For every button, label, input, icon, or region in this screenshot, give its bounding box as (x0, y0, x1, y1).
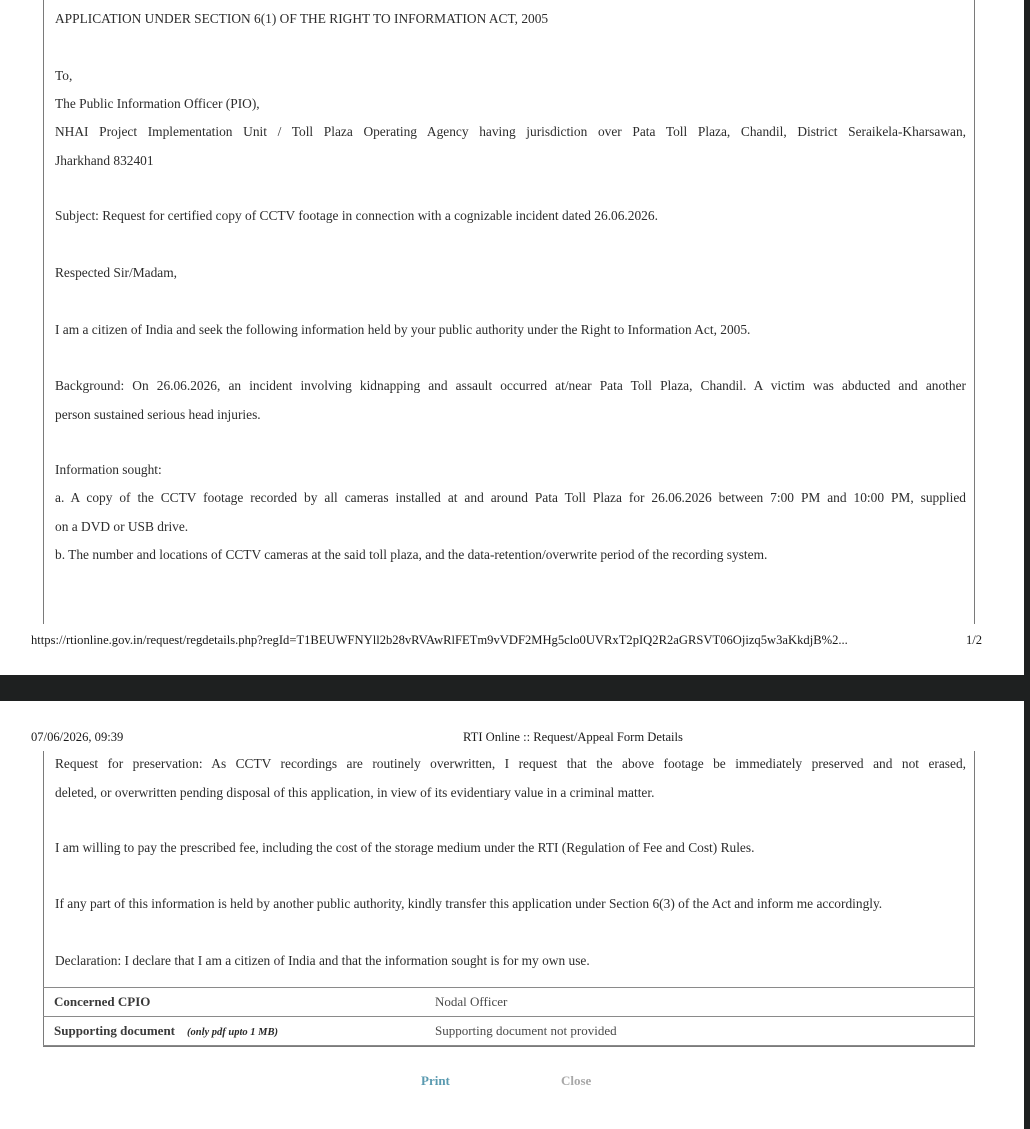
supporting-document-value: Supporting document not provided (435, 1017, 975, 1046)
addressee-agency (55, 118, 966, 175)
table-row (43, 988, 975, 1017)
information-item-b: b. The number and locations of CCTV cameras at the said toll plaza, and the data-retention/overwrite period of the recording system. (55, 547, 768, 562)
request-details-table (43, 987, 975, 1046)
table-row (43, 1017, 975, 1046)
addressee-agency-line-1: NHAI Project Implementation Unit / Toll Plaza Operating Agency having jurisdiction over Pata Toll Plaza, Chandil, District Seraikela-Kharsawan, (55, 124, 966, 139)
addressee-pio: The Public Information Officer (PIO), (55, 96, 260, 111)
concerned-cpio-value: Nodal Officer (435, 988, 975, 1017)
print-button[interactable]: Print (421, 1073, 450, 1088)
preservation-line-2: deleted, or overwritten pending disposal of this application, in view of its evidentiary value in a criminal matter. (55, 784, 655, 800)
background-line-2: person sustained serious head injuries. (55, 406, 261, 422)
subject-line: Subject: Request for certified copy of CCTV footage in connection with a cognizable incident dated 26.06.2026. (55, 208, 658, 223)
page-footer-url: https://rtionline.gov.in/request/regdetails.php?regId=T1BEUWFNYll2b28vRVAwRlFETm9vVDF2MHg5clo0UVRxT2pIQ2R2aGRSVT06Ojizq5w3aKkdjB%2... (31, 633, 848, 647)
preservation-paragraph (55, 750, 966, 807)
concerned-cpio-label: Concerned CPIO (43, 988, 435, 1017)
supporting-document-label-cell (43, 1017, 435, 1046)
background-paragraph (55, 372, 966, 429)
information-item-a-line-1: a. A copy of the CCTV footage recorded by all cameras installed at and around Pata Toll Plaza for 26.06.2026 between 7:00 PM and 10:00 PM, supplied (55, 490, 966, 505)
application-heading: APPLICATION UNDER SECTION 6(1) OF THE RIGHT TO INFORMATION ACT, 2005 (55, 11, 549, 26)
close-button[interactable]: Close (561, 1073, 592, 1088)
supporting-document-label: Supporting document (54, 1023, 175, 1038)
fee-paragraph: I am willing to pay the prescribed fee, including the cost of the storage medium under the RTI (Regulation of Fee and Cost) Rules. (55, 840, 755, 855)
addressee-to: To, (55, 68, 73, 83)
viewer-right-edge (1024, 0, 1030, 1129)
intro-paragraph: I am a citizen of India and seek the following information held by your public authority under the Right to Information Act, 2005. (55, 322, 751, 337)
information-item-a-line-2: on a DVD or USB drive. (55, 518, 189, 534)
addressee-agency-line-2: Jharkhand 832401 (55, 152, 154, 168)
page-footer-number: 1/2 (966, 633, 983, 647)
page-header-title: RTI Online :: Request/Appeal Form Details (463, 730, 683, 744)
information-item-a (55, 484, 966, 541)
page-header-datetime: 07/06/2026, 09:39 (31, 730, 124, 744)
supporting-document-note: (only pdf upto 1 MB) (187, 1027, 279, 1038)
preservation-line-1: Request for preservation: As CCTV recordings are routinely overwritten, I request that the above footage be immediately preserved and not erased, (55, 756, 966, 771)
declaration-paragraph: Declaration: I declare that I am a citizen of India and that the information sought is for my own use. (55, 953, 590, 968)
information-sought-heading: Information sought: (55, 462, 162, 477)
background-line-1: Background: On 26.06.2026, an incident involving kidnapping and assault occurred at/near Pata Toll Plaza, Chandil. A victim was abducted and another (55, 378, 966, 393)
page-separator (0, 675, 1030, 701)
transfer-paragraph: If any part of this information is held by another public authority, kindly transfer this application under Section 6(3) of the Act and inform me accordingly. (55, 896, 883, 911)
salutation: Respected Sir/Madam, (55, 265, 177, 280)
